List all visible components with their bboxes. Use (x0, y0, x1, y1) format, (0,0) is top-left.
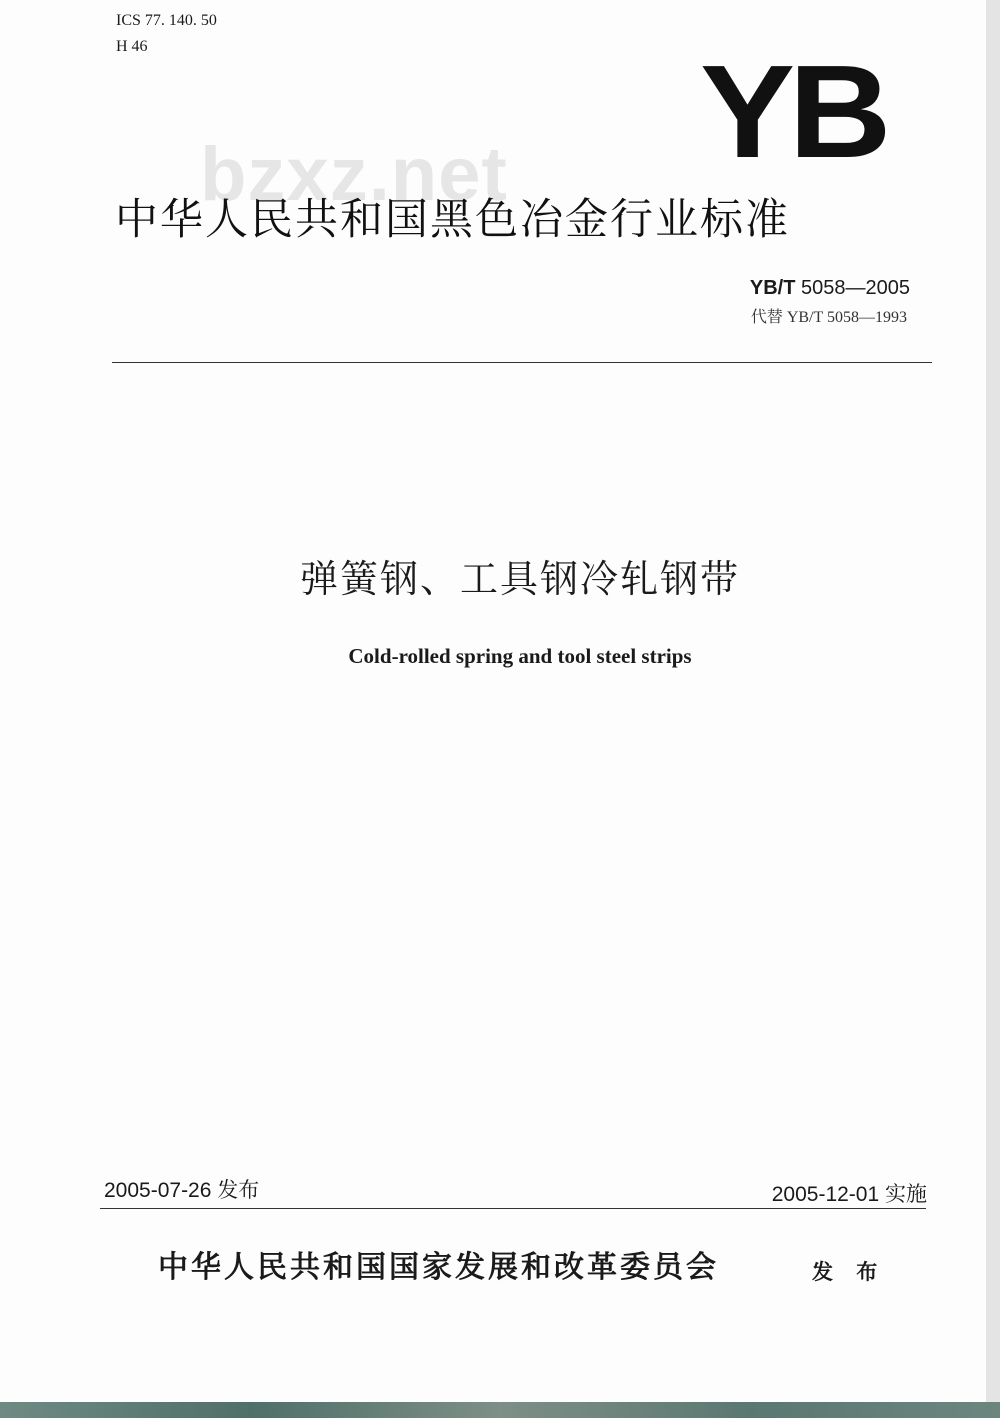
implementation-date: 2005-12-01 实施 (771, 1183, 927, 1206)
standard-number-value: 5058—2005 (801, 277, 910, 299)
top-divider (112, 362, 932, 363)
standard-number-prefix: YB/T (749, 277, 796, 299)
ics-code: ICS 77. 140. 50 (116, 12, 217, 29)
watermark: bzxz.net (200, 132, 508, 217)
page-edge-shadow (986, 0, 1000, 1402)
replaces-note: 代替 YB/T 5058—1993 (750, 309, 907, 326)
scan-bottom-strip (0, 1402, 1000, 1418)
bottom-divider (100, 1208, 926, 1209)
chinese-title: 弹簧钢、工具钢冷轧钢带 (299, 557, 740, 601)
classification-code: H 46 (116, 38, 148, 55)
publish-label: 发 布 (812, 1260, 886, 1284)
yb-logo: YB (700, 38, 886, 185)
english-title: Cold-rolled spring and tool steel strips (348, 644, 692, 668)
publisher-name: 中华人民共和国国家发展和改革委员会 (158, 1250, 719, 1285)
standard-number (750, 276, 910, 300)
issue-date: 2005-07-26 发布 (104, 1179, 260, 1202)
org-title: 中华人民共和国黑色冶金行业标准 (115, 195, 790, 245)
